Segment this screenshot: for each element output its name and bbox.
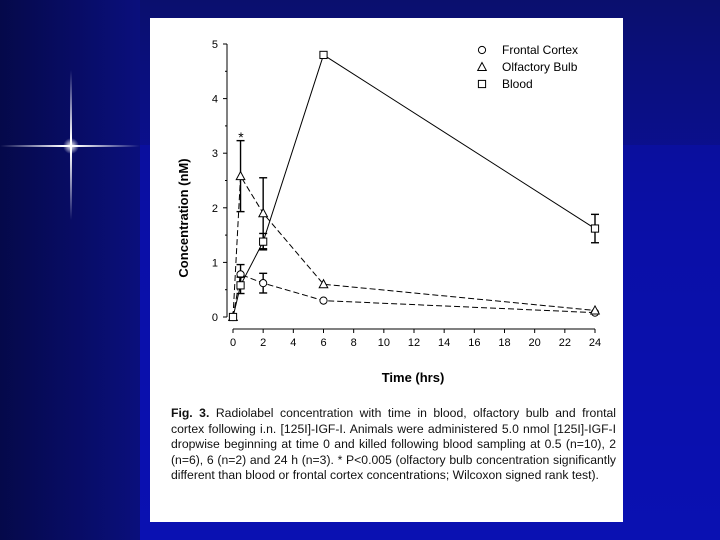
y-tick-label: 2 (211, 202, 218, 215)
legend-marker-frontal-cortex (478, 46, 485, 53)
figure-card (150, 18, 623, 522)
x-tick-label: 16 (468, 337, 481, 349)
figure-caption (171, 406, 616, 484)
x-axis-label: Time (hrs) (381, 370, 445, 385)
x-tick-label: 20 (528, 337, 541, 349)
olfactory-bulb-point (259, 209, 268, 217)
y-tick-label: 5 (211, 39, 218, 51)
x-tick-label: 22 (558, 337, 571, 349)
sparkle-star-icon (0, 0, 160, 230)
significance-asterisk: * (238, 129, 244, 145)
x-tick-label: 8 (350, 337, 357, 349)
x-tick-label: 18 (498, 337, 511, 349)
y-tick-label: 4 (211, 93, 218, 106)
x-tick-label: 0 (229, 337, 237, 349)
frontal-cortex-line (233, 274, 595, 317)
olfactory-bulb-line (233, 176, 595, 317)
concentration-chart (150, 18, 623, 403)
blood-series (229, 51, 599, 320)
x-tick-label: 6 (320, 337, 327, 349)
legend-marker-blood (478, 80, 485, 87)
legend-label-frontal-cortex: Frontal Cortex (502, 43, 579, 57)
olfactory-bulb-series (229, 141, 600, 321)
blood-point (260, 238, 267, 245)
legend-label-blood: Blood (502, 77, 533, 91)
x-tick-label: 24 (588, 337, 602, 349)
y-tick-label: 0 (211, 312, 218, 324)
y-tick-label: 3 (211, 148, 218, 161)
blood-point (229, 313, 236, 320)
legend-label-olfactory-bulb: Olfactory Bulb (502, 60, 578, 74)
blood-point (320, 51, 327, 58)
x-tick-label: 14 (438, 337, 451, 349)
y-axis-label: Concentration (nM) (176, 158, 191, 278)
x-tick-label: 2 (260, 337, 267, 349)
frontal-cortex-point (320, 297, 327, 304)
frontal-cortex-point (260, 280, 267, 287)
x-tick-label: 10 (377, 337, 390, 349)
x-tick-label: 12 (407, 337, 421, 349)
olfactory-bulb-point (236, 172, 245, 180)
blood-point (591, 225, 598, 232)
x-tick-label: 4 (290, 337, 297, 349)
blood-line (233, 55, 595, 317)
frontal-cortex-series (229, 265, 598, 321)
figure-number: Fig. 3. (171, 406, 210, 420)
legend-marker-olfactory-bulb (478, 63, 487, 71)
caption-text: Radiolabel concentration with time in blood, olfactory bulb and frontal cortex following i.n. [125I]-IGF-I. Animals were administered 5.0 nmol [125I]-IGF-I dropwise beginning at time 0 and killed following blood sampling at 0.5 (n=10), 2 (n=6), 6 (n=2) and 24 h (n=3). * P<0.005 (olfactory bulb concentration significantly different than blood or frontal cortex concentrations; Wilcoxon signed rank test). (171, 406, 616, 482)
y-tick-label: 1 (211, 257, 218, 270)
blood-point (237, 282, 244, 289)
